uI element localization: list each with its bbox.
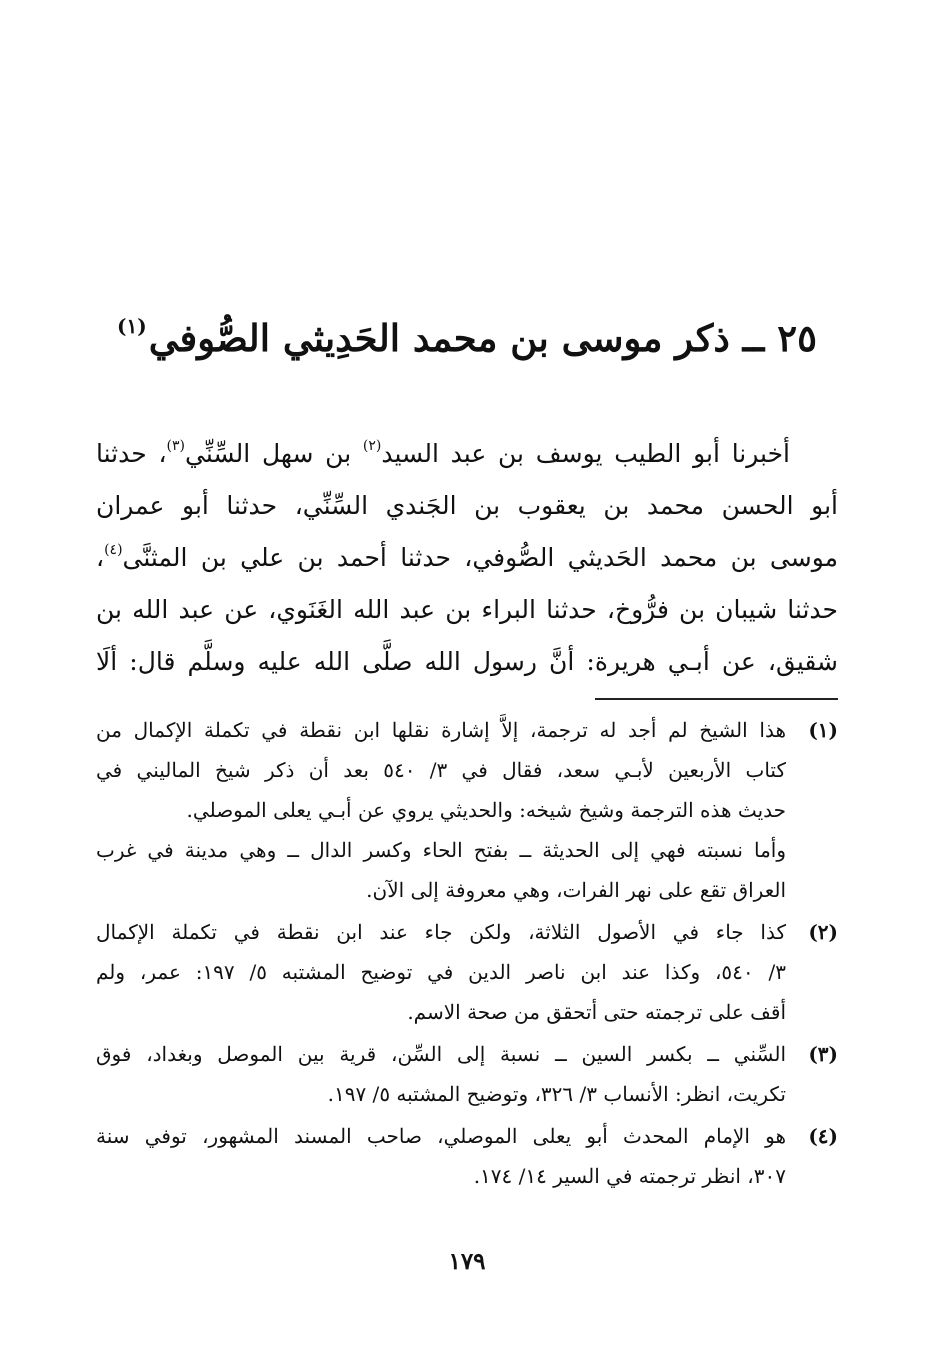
footnote-number: (٤)	[808, 1124, 838, 1148]
footnote-number: (٣)	[808, 1042, 838, 1066]
footnote-line: أقف على ترجمته حتى أتحقق من صحة الاسم.	[407, 1000, 786, 1024]
footnote-line: حديث هذه الترجمة وشيخ شيخه: والحديثي يروي عن أبـي يعلى الموصلي.	[186, 798, 786, 822]
footnotes	[96, 710, 838, 1198]
chapter-title	[100, 296, 834, 368]
footnote-separator	[595, 698, 838, 700]
footnote-marker: (٣)	[166, 438, 185, 454]
footnote-number: (٢)	[808, 920, 838, 944]
footnote-marker: (٤)	[104, 542, 123, 558]
footnote-4	[96, 1116, 838, 1196]
footnote-line: العراق تقع على نهر الفرات، وهي معروفة إلى الآن.	[366, 878, 786, 902]
chapter-title-text: ٢٥ ــ ذكر موسى بن محمد الحَدِيثي الصُّوفي	[148, 316, 817, 360]
footnote-marker: (٢)	[362, 438, 382, 454]
main-text	[96, 428, 838, 688]
footnote-line: كذا جاء في الأصول الثلاثة، ولكن جاء عند ابن نقطة في تكملة الإكمال	[96, 920, 786, 944]
footnote-line: ٣٠٧، انظر ترجمته في السير ١٤/ ١٧٤.	[473, 1164, 786, 1188]
footnote-2	[96, 912, 838, 1032]
footnote-line: السِّني ــ بكسر السين ــ نسبة إلى السِّن، قرية بين الموصل وبغداد، فوق	[96, 1042, 786, 1066]
page-number: ١٧٩	[448, 1248, 486, 1275]
main-text-line: شقيق، عن أبـي هريرة: أنَّ رسول الله صلَّى الله عليه وسلَّم قال: ألَا	[96, 647, 838, 676]
footnote-3	[96, 1034, 838, 1114]
footnote-line: هذا الشيخ لم أجد له ترجمة، إلاَّ إشارة نقلها ابن نقطة في تكملة الإكمال من	[96, 718, 786, 742]
footnote-line: وأما نسبته فهي إلى الحديثة ــ بفتح الحاء وكسر الدال ــ وهي مدينة في غرب	[96, 838, 786, 862]
footnote-line: تكريت، انظر: الأنساب ٣/ ٣٢٦، وتوضيح المشتبه ٥/ ١٩٧.	[327, 1082, 786, 1106]
main-text-line: حدثنا شيبان بن فرُّوخ، حدثنا البراء بن عبد الله الغَنَوي، عن عبد الله بن	[96, 595, 838, 624]
chapter-title-footnote-marker: (١)	[117, 314, 147, 338]
main-text-line: أبو الحسن محمد بن يعقوب بن الجَندي السِّنِّي، حدثنا أبو عمران	[96, 491, 838, 520]
main-text-line: موسى بن محمد الحَديثي الصُّوفي، حدثنا أحمد بن علي بن المثنَّى$^{(٤)}$،	[96, 542, 838, 572]
footnote-1	[96, 710, 838, 910]
footnote-line: هو الإمام المحدث أبو يعلى الموصلي، صاحب المسند المشهور، توفي سنة	[96, 1124, 786, 1148]
main-text-line: أخبرنا أبو الطيب يوسف بن عبد السيد$^{(٢)}$ بن سهل السِّنِّي$^{(٣)}$، حدثنا	[96, 438, 791, 468]
footnote-line: ٣/ ٥٤٠، وكذا عند ابن ناصر الدين في توضيح المشتبه ٥/ ١٩٧: عمر، ولم	[96, 960, 786, 984]
footnote-line: كتاب الأربعين لأبـي سعد، فقال في ٣/ ٥٤٠ بعد أن ذكر شيخ الماليني في	[96, 758, 786, 782]
footnote-number: (١)	[808, 718, 838, 742]
